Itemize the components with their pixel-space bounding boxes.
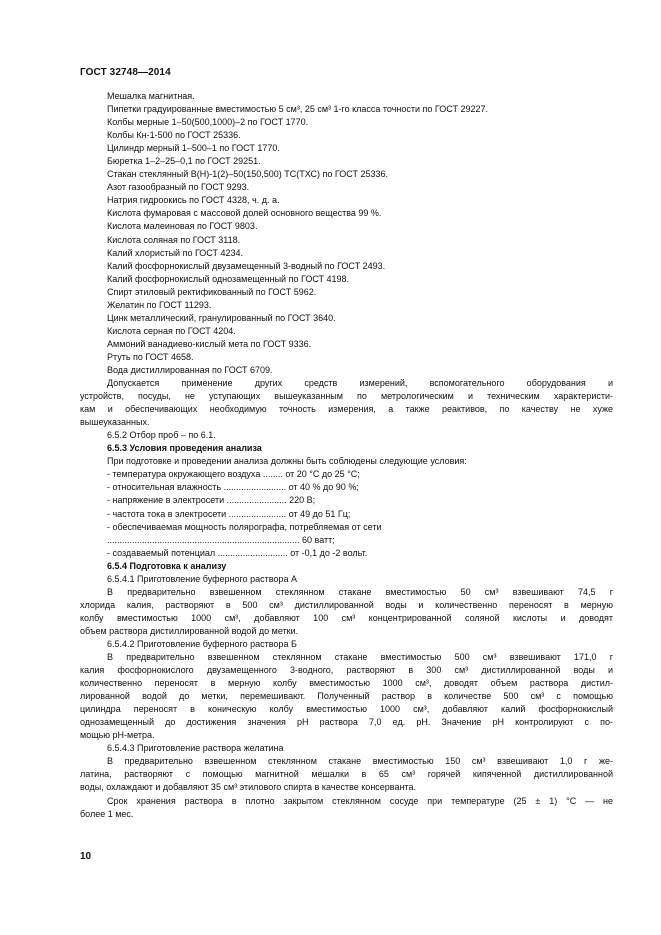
section-heading: 6.5.4 Подготовка к анализу: [107, 560, 227, 571]
text-line: более 1 мес.: [80, 808, 134, 819]
text-line: калия фосфорнокислого двузамещенного 3-водного, растворяют в 300 см³ дистиллированной воды и: [80, 665, 613, 676]
text-line: объем раствора дистиллированной водой до метки.: [80, 625, 299, 636]
text-line: В предварительно взвешенном стеклянном стакане вместимостью 150 см³ взвешивают 1,0 г же-: [107, 756, 613, 767]
text-line: Допускается применение других средств измерений, вспомогательного оборудования и: [107, 378, 613, 389]
text-line: Желатин по ГОСТ 11293.: [107, 299, 212, 310]
text-line: Калий хлористый по ГОСТ 4234.: [107, 247, 244, 258]
document-body: [80, 90, 613, 821]
document-header: ГОСТ 32748—2014: [80, 67, 171, 78]
text-line: Мешалка магнитная.: [107, 91, 195, 101]
section-heading: 6.5.3 Условия проведения анализа: [107, 443, 262, 454]
text-line: Калий фосфорнокислый однозамещенный по ГОСТ 4198.: [107, 273, 350, 284]
text-line: Натрия гидроокись по ГОСТ 4328, ч. д. а.: [107, 195, 280, 206]
text-line: - температура окружающего воздуха ........ от 20 °С до 25 °С;: [107, 469, 360, 480]
text-line: Аммоний ванадиево-кислый мета по ГОСТ 9336.: [107, 338, 312, 349]
text-line: Кислота соляная по ГОСТ 3118.: [107, 234, 241, 245]
text-line: ............................................................................. 60 ватт;: [107, 534, 335, 545]
text-line: - частота тока в электросети ....................... от 49 до 51 Гц;: [107, 508, 351, 519]
text-line: Калий фосфорнокислый двузамещенный 3-водный по ГОСТ 2493.: [107, 260, 386, 271]
text-line: колбу вместимостью 1000 см³, добавляют 100 см³ концентрированной соляной кислоты и доводят: [80, 612, 613, 623]
text-line: Ртуть по ГОСТ 4658.: [107, 351, 194, 362]
text-line: устройств, посуды, не уступающих вышеуказанным по метрологическим и техническим характеристи-: [80, 391, 613, 402]
text-line: Цинк металлический, гранулированный по ГОСТ 3640.: [107, 312, 336, 323]
text-line: В предварительно взвешенном стеклянном стакане вместимостью 500 см³ взвешивают 171,0 г: [107, 652, 613, 663]
text-line: Кислота серная по ГОСТ 4204.: [107, 325, 236, 336]
subsection-heading: 6.5.4.2 Приготовление буферного раствора Б: [107, 638, 297, 649]
text-line: В предварительно взвешенном стеклянном стакане вместимостью 50 см³ взвешивают 74,5 г: [107, 586, 613, 597]
text-line: Цилиндр мерный 1–500–1 по ГОСТ 1770.: [107, 143, 280, 154]
text-line: однозамещенный до достижения значения рН раствора 7,0 ед. рН. Значение рН контролируют с по-: [80, 717, 613, 728]
subsection-heading: 6.5.4.1 Приготовление буферного раствора А: [107, 573, 297, 584]
text-line: Срок хранения раствора в плотно закрытом стеклянном сосуде при температуре (25 ± 1) °С — не: [107, 795, 613, 806]
text-line: 6.5.2 Отбор проб – по 6.1.: [107, 430, 216, 441]
text-line: Вода дистиллированная по ГОСТ 6709.: [107, 364, 273, 375]
text-line: Пипетки градуированные вместимостью 5 см³, 25 см³ 1-го класса точности по ГОСТ 29227.: [107, 104, 489, 115]
page-number: 10: [80, 851, 92, 862]
text-line: лированной водой до метки, перемешивают. Полученный раствор в количестве 500 см³ с помощью: [80, 691, 613, 702]
text-line: Стакан стеклянный В(Н)-1(2)–50(150,500) ТС(ТХС) по ГОСТ 25336.: [107, 169, 388, 180]
text-line: Колбы мерные 1–50(500,1000)–2 по ГОСТ 1770.: [107, 117, 309, 128]
text-line: кам и обеспечивающих необходимую точность измерения, а также реактивов, по качеству не хуже: [80, 404, 613, 415]
text-line: Колбы Кн-1-500 по ГОСТ 25336.: [107, 130, 241, 141]
text-line: мощью рН-метра.: [80, 730, 155, 741]
text-line: - создаваемый потенциал ............................ от -0,1 до -2 вольт.: [107, 547, 368, 558]
text-line: вышеуказанных.: [80, 417, 150, 428]
text-line: Кислота фумаровая с массовой долей основного вещества 99 %.: [107, 208, 382, 219]
text-line: цилиндра переносят в коническую колбу вместимостью 1000 см³, добавляют калий фосфорнокислый: [80, 704, 613, 715]
text-line: Бюретка 1–2–25–0,1 по ГОСТ 29251.: [107, 156, 261, 167]
text-line: При подготовке и проведении анализа должны быть соблюдены следующие условия:: [107, 456, 467, 467]
text-line: - относительная влажность ......................... от 40 % до 90 %;: [107, 482, 359, 493]
text-line: количественно переносят в мерную колбу вместимостью 1000 см³, доводят объем раствора дистил-: [80, 678, 613, 689]
text-line: Спирт этиловый ректификованный по ГОСТ 5962.: [107, 286, 317, 297]
text-line: - напряжение в электросети ........................ 220 В;: [107, 495, 316, 506]
text-line: латина, растворяют с помощью магнитной мешалки в 65 см³ горячей кипяченной дистиллированной: [80, 769, 613, 780]
text-line: Азот газообразный по ГОСТ 9293.: [107, 182, 250, 193]
subsection-heading: 6.5.4.3 Приготовление раствора желатина: [107, 743, 284, 754]
text-line: - обеспечиваемая мощность полярографа, потребляемая от сети: [107, 521, 382, 532]
text-line: хлорида калия, растворяют в 500 см³ дистиллированной воды и количественно переносят в мерную: [80, 599, 613, 610]
text-line: воды, охлаждают и добавляют 35 см³ этилового спирта в качестве консерванта.: [80, 782, 416, 793]
text-line: Кислота малеиновая по ГОСТ 9803.: [107, 221, 258, 232]
